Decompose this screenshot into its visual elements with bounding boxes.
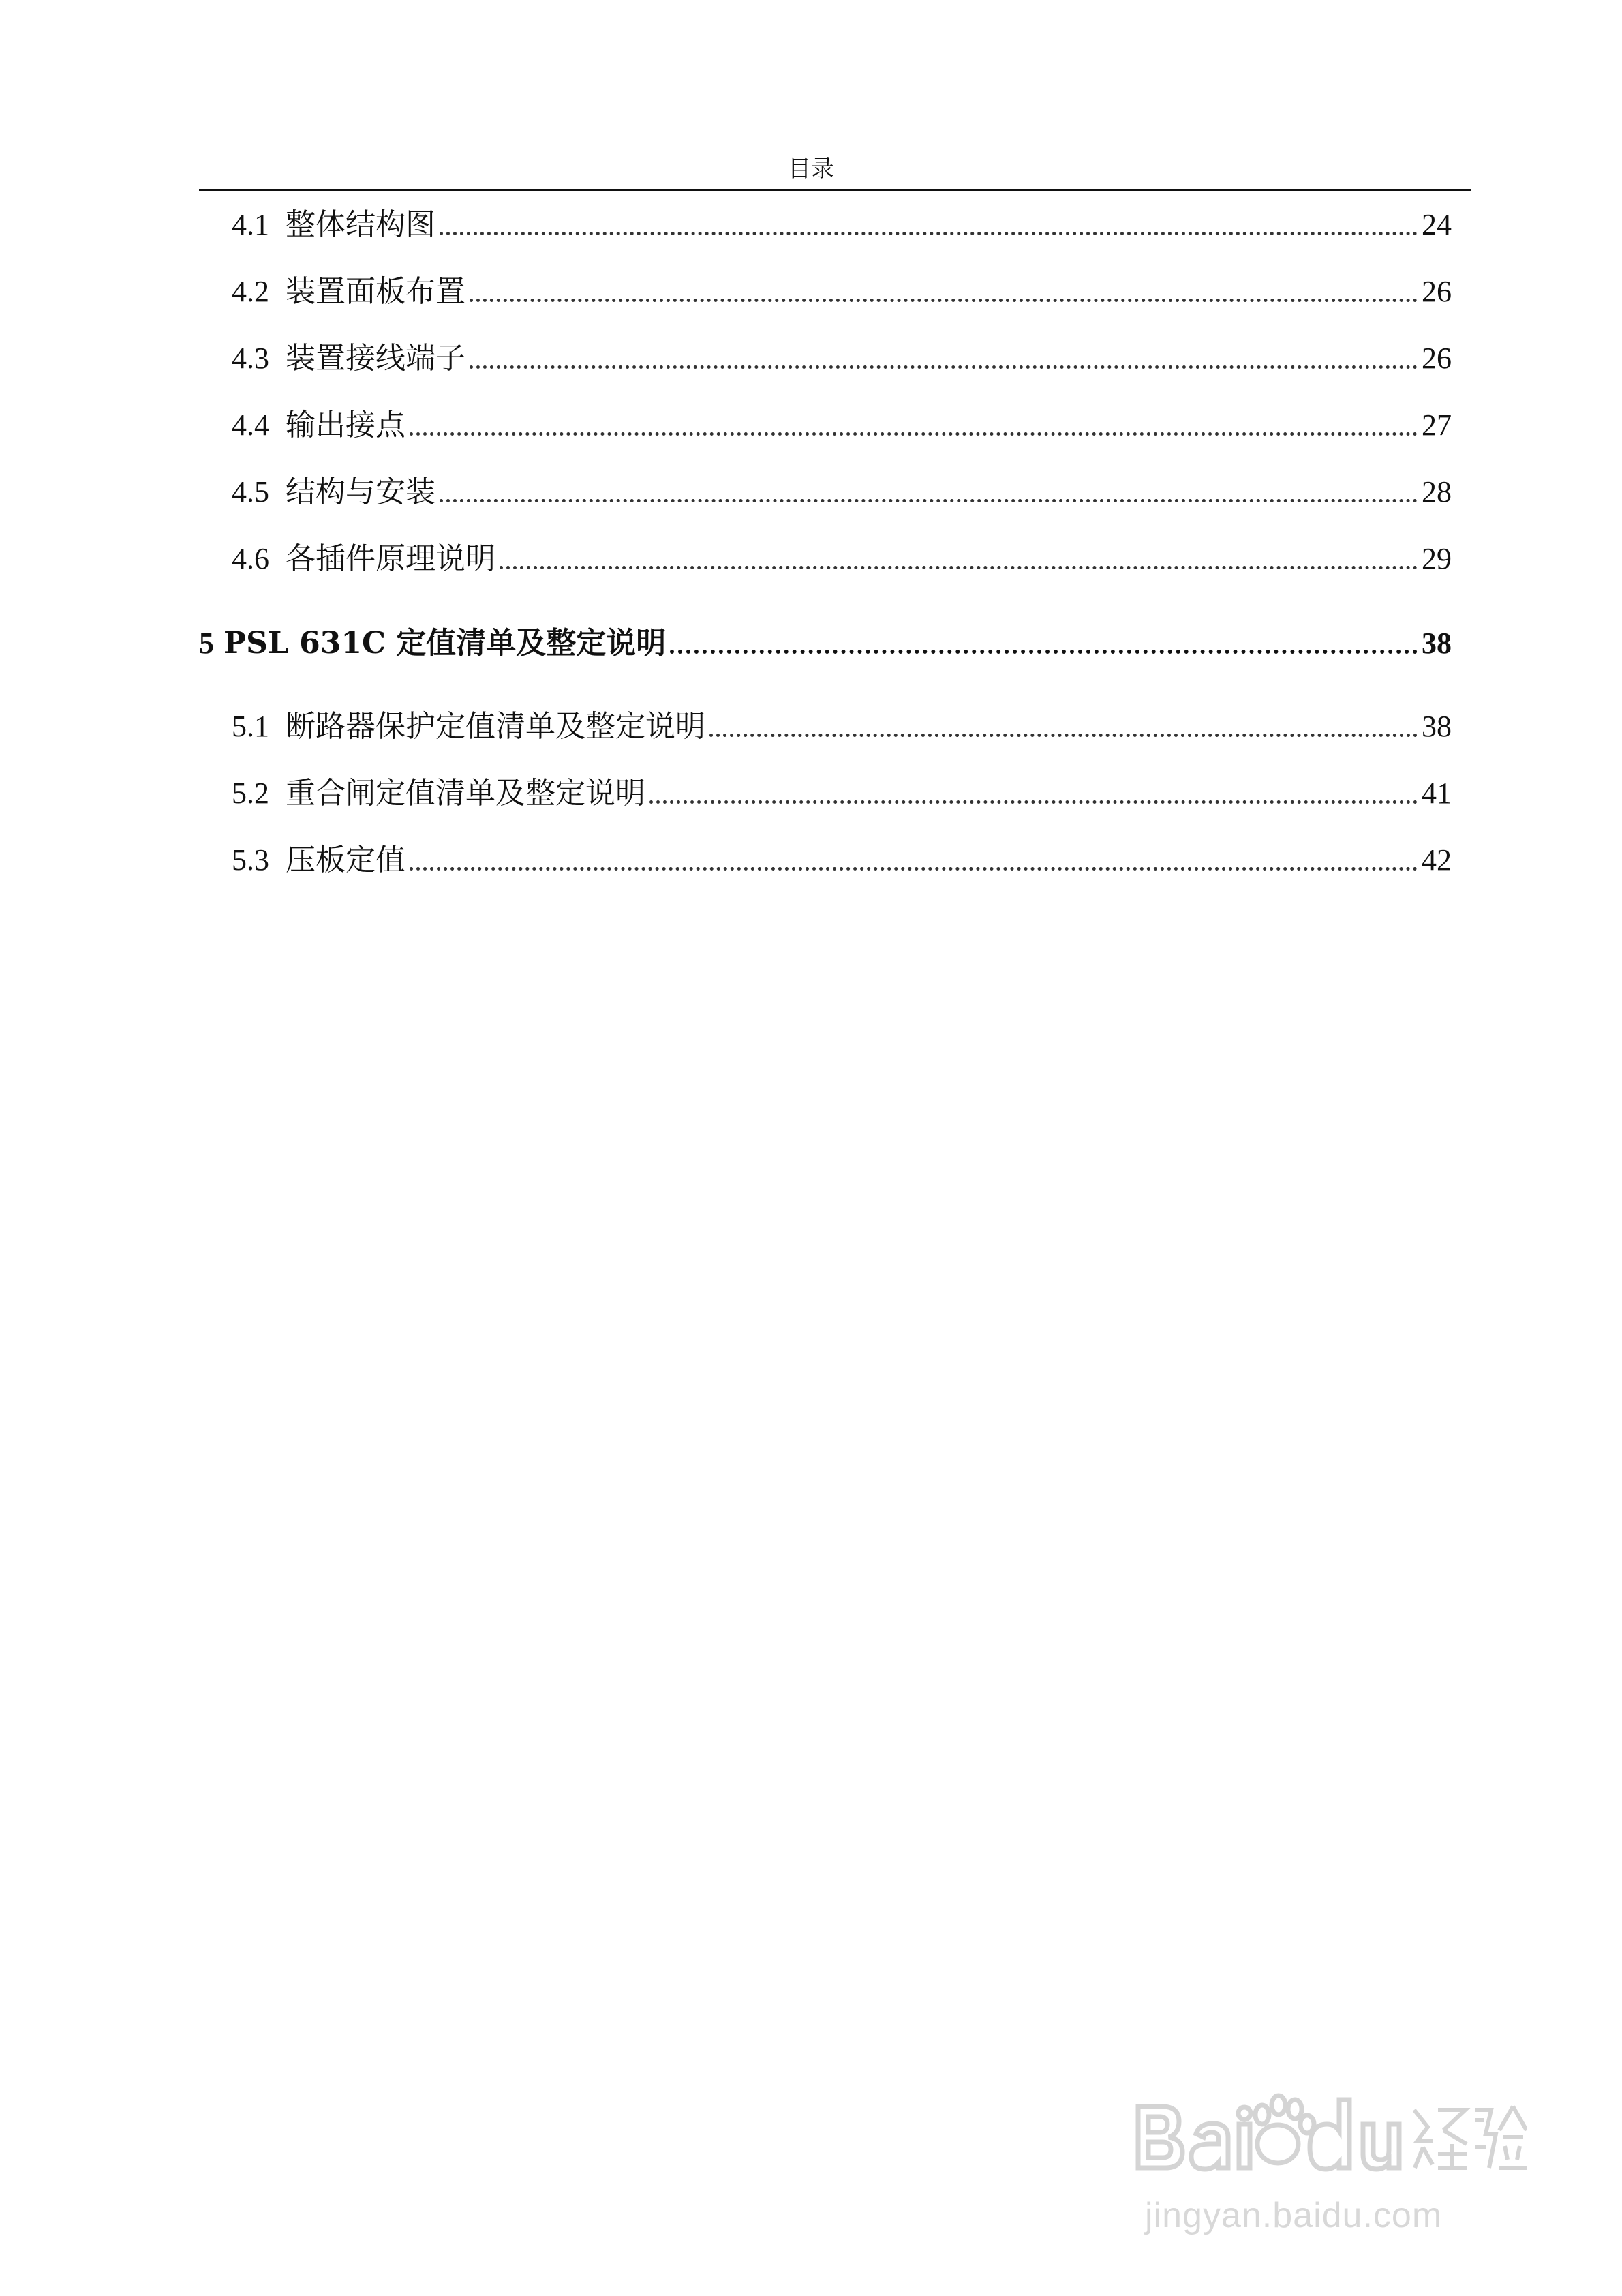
toc-entry-page: 28 <box>1422 475 1452 509</box>
toc-entry-page: 38 <box>1422 710 1452 743</box>
toc-entry-title: 断路器保护定值清单及整定说明 <box>286 709 705 744</box>
toc-entry-title: 输出接点 <box>286 408 406 442</box>
toc-entry-page: 24 <box>1422 208 1452 241</box>
toc-dot-leader <box>410 867 1418 871</box>
toc-entry-chapter-5[interactable] <box>199 624 1452 663</box>
toc-dot-leader <box>649 800 1418 804</box>
toc-entry-number: 4.4 <box>232 408 269 442</box>
page-header-title: 目录 <box>788 155 834 183</box>
toc-dot-leader <box>670 650 1418 654</box>
table-of-contents <box>0 0 1622 954</box>
toc-entry-title: 结构与安装 <box>286 474 435 509</box>
toc-entry-page: 41 <box>1422 776 1452 810</box>
toc-entry-number: 5 <box>199 626 214 660</box>
toc-entry-number: 5.1 <box>232 710 269 743</box>
toc-entry-number: 4.5 <box>232 475 269 509</box>
toc-entry-4-5[interactable] <box>232 473 1452 511</box>
toc-entry-page: 42 <box>1422 843 1452 877</box>
toc-entry-4-3[interactable] <box>232 339 1452 378</box>
toc-entry-title: PSL 631C 定值清单及整定说明 <box>224 626 667 661</box>
toc-dot-leader <box>470 365 1418 369</box>
toc-entry-5-3[interactable] <box>232 841 1452 879</box>
toc-entry-number: 4.6 <box>232 542 269 575</box>
baidu-paw-logo-icon <box>1118 2079 1527 2181</box>
toc-dot-leader <box>410 432 1418 436</box>
toc-entry-title: 整体结构图 <box>286 207 435 242</box>
toc-entry-page: 26 <box>1422 342 1452 375</box>
toc-dot-leader <box>440 232 1418 235</box>
toc-entry-number: 4.3 <box>232 342 269 375</box>
toc-entry-4-1[interactable] <box>232 206 1452 244</box>
toc-entry-number: 5.3 <box>232 843 269 877</box>
toc-entry-page: 26 <box>1422 275 1452 308</box>
toc-entry-page: 38 <box>1422 626 1452 660</box>
toc-entry-5-2[interactable] <box>232 774 1452 813</box>
toc-entry-5-1[interactable] <box>232 708 1452 746</box>
watermark-url: jingyan.baidu.com <box>1145 2196 1443 2235</box>
toc-entry-4-2[interactable] <box>232 273 1452 311</box>
toc-dot-leader <box>470 299 1418 302</box>
toc-dot-leader <box>500 566 1418 569</box>
toc-entry-number: 4.1 <box>232 208 269 241</box>
toc-entry-number: 4.2 <box>232 275 269 308</box>
toc-entry-title: 各插件原理说明 <box>286 541 495 576</box>
toc-entry-title: 压板定值 <box>286 843 406 877</box>
toc-entry-title: 重合闸定值清单及整定说明 <box>286 776 645 811</box>
baidu-jingyan-watermark <box>1118 2031 1527 2256</box>
toc-dot-leader <box>440 499 1418 502</box>
toc-dot-leader <box>709 734 1418 737</box>
toc-entry-number: 5.2 <box>232 776 269 810</box>
toc-entry-title: 装置接线端子 <box>286 341 465 376</box>
toc-entry-page: 27 <box>1422 408 1452 442</box>
toc-entry-title: 装置面板布置 <box>286 274 465 309</box>
toc-entry-4-4[interactable] <box>232 406 1452 444</box>
toc-entry-4-6[interactable] <box>232 540 1452 578</box>
toc-entry-page: 29 <box>1422 542 1452 575</box>
